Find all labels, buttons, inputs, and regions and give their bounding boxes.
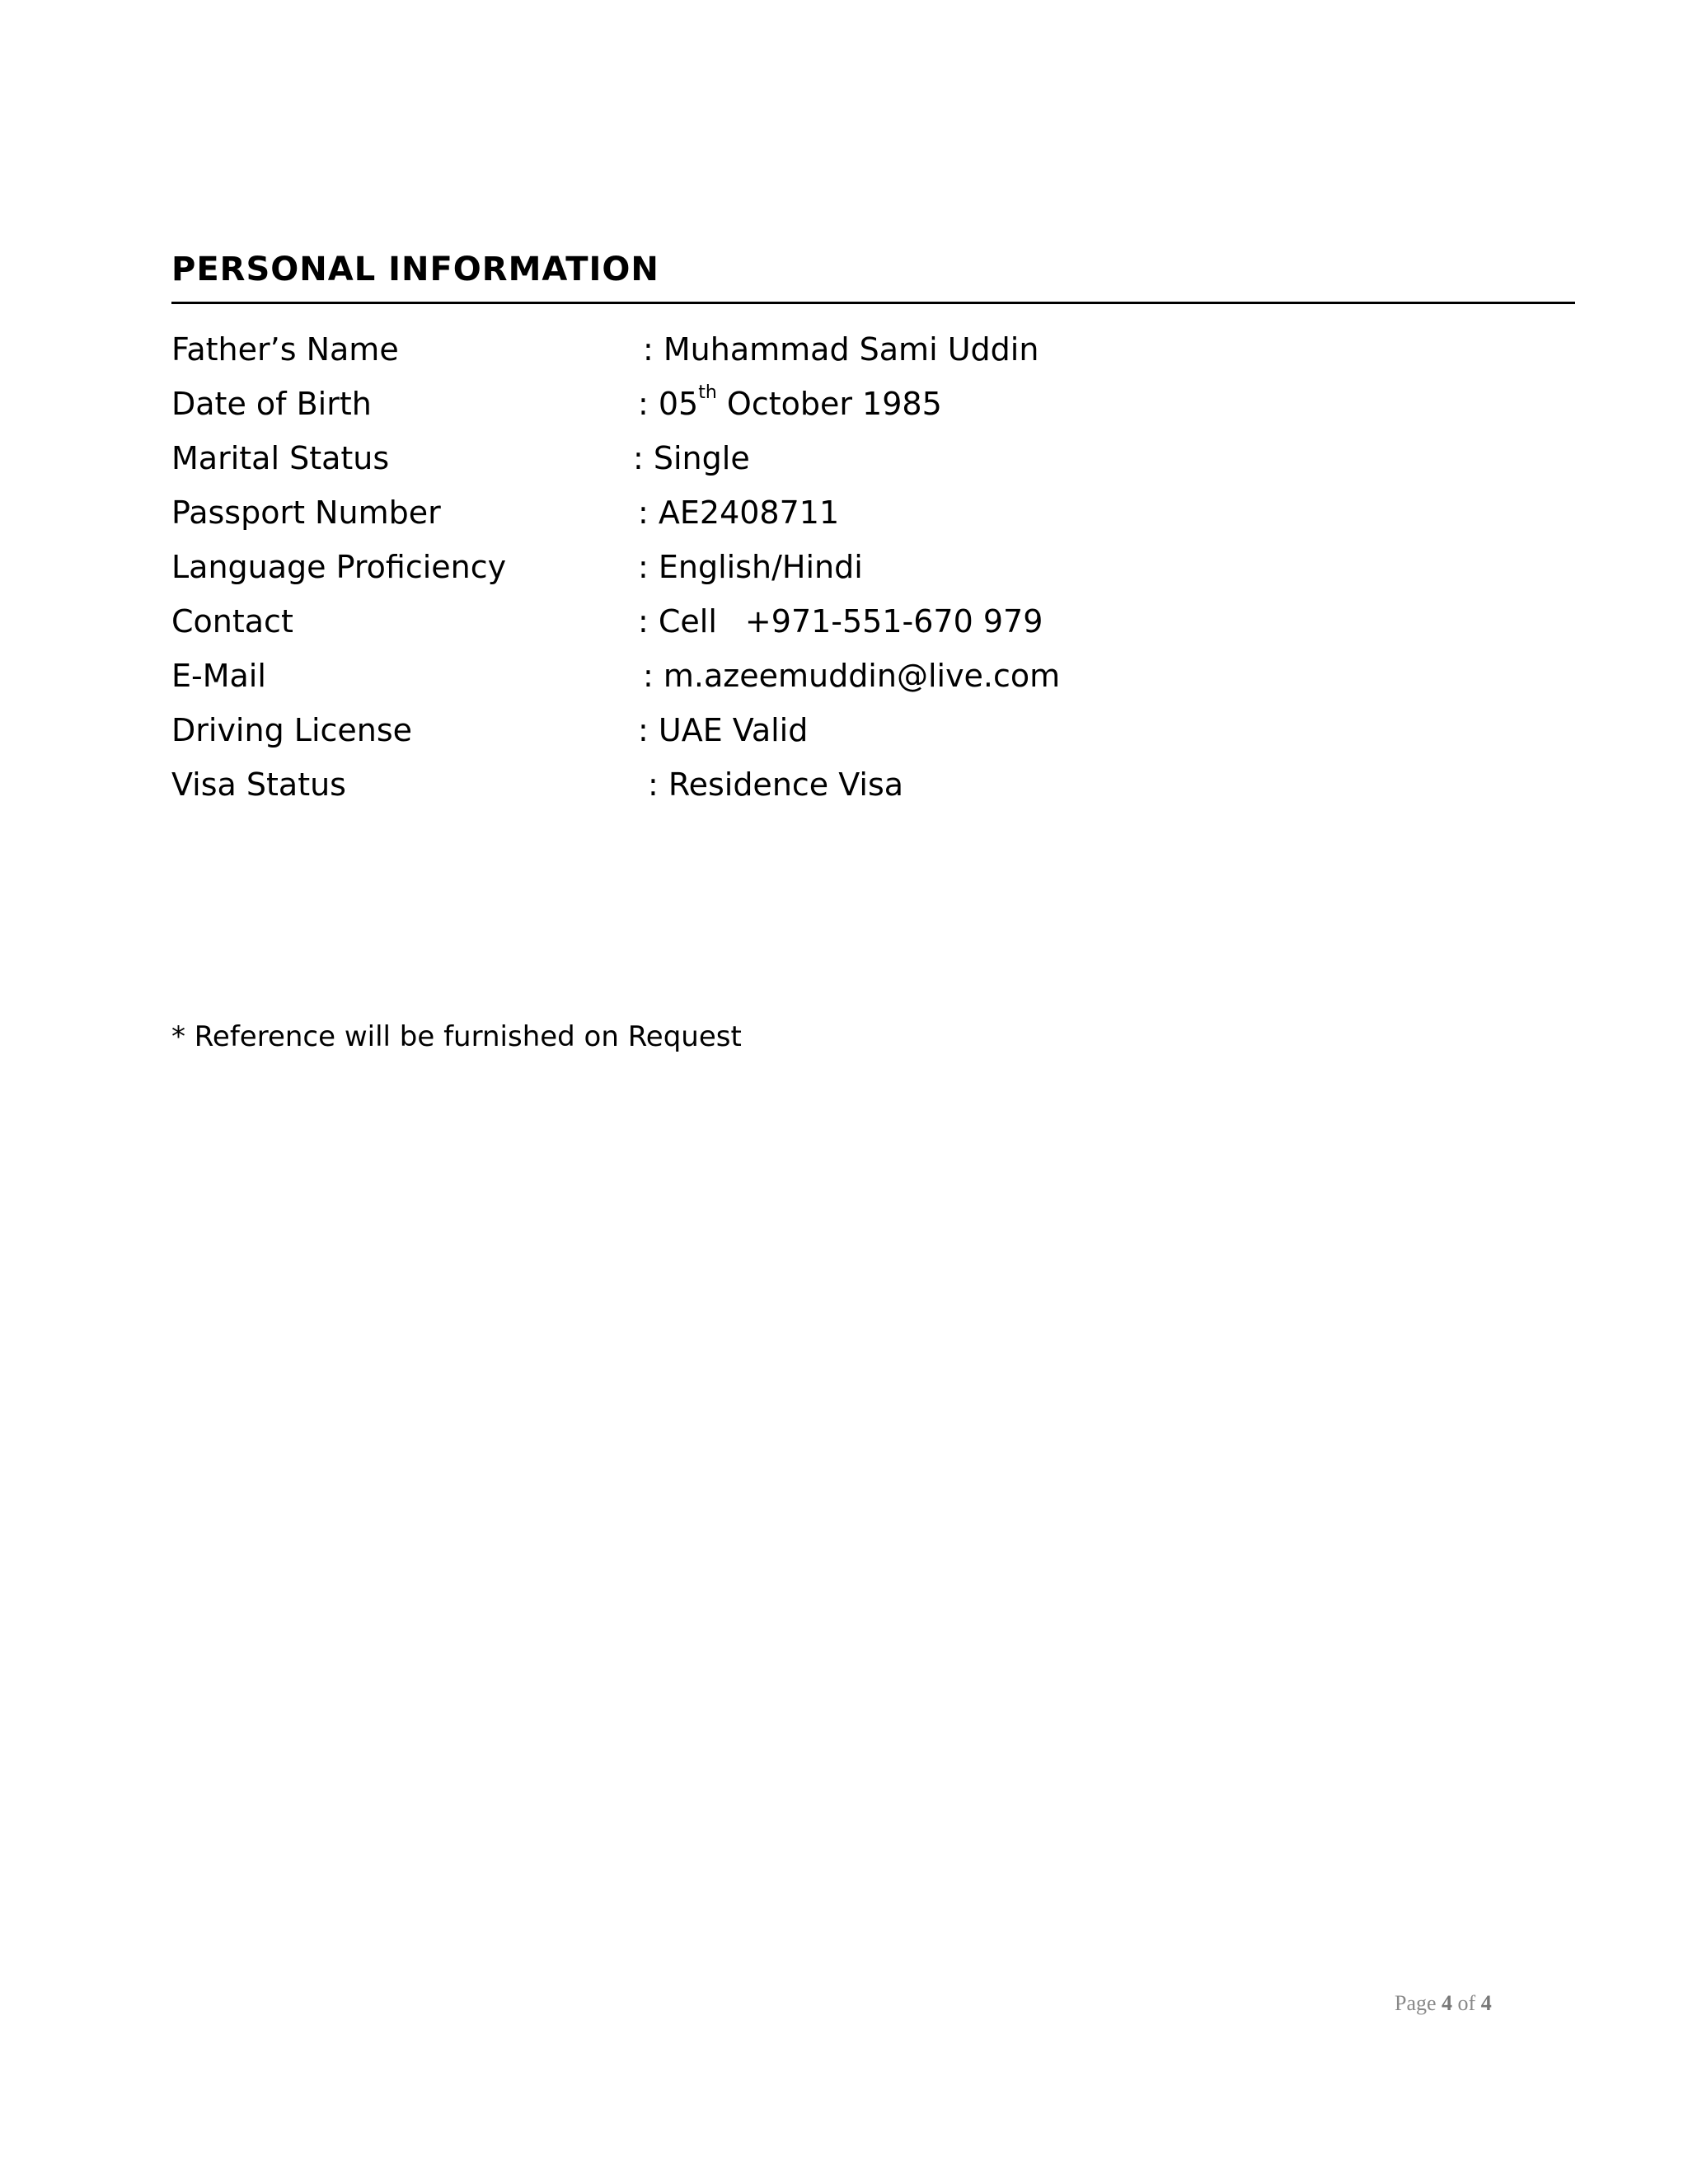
marital-label: Marital Status [171, 440, 390, 476]
section-divider [171, 302, 1575, 304]
of-word: of [1457, 1991, 1476, 2015]
contact-phone: +971-551-670 979 [744, 603, 1043, 640]
page-word: Page [1395, 1991, 1437, 2015]
page-current: 4 [1442, 1991, 1453, 2015]
dob-value-suffix: October 1985 [716, 386, 942, 422]
contact-prefix: : Cell [638, 603, 717, 640]
passport-value: : AE2408711 [638, 494, 840, 531]
page-number [1395, 1990, 1492, 2018]
dob-label: Date of Birth [171, 386, 372, 422]
dob-value-sup: th [698, 382, 717, 404]
contact-value [638, 602, 1043, 641]
dob-value-prefix: : 05 [638, 386, 699, 422]
fathers-name-label: Father’s Name [171, 331, 399, 368]
page-total: 4 [1480, 1991, 1492, 2015]
language-value: : English/Hindi [638, 549, 863, 585]
section-title: PERSONAL INFORMATION [171, 251, 659, 288]
contact-label: Contact [171, 603, 293, 640]
license-value: : UAE Valid [638, 712, 809, 748]
dob-value [638, 384, 942, 424]
email-label: E-Mail [171, 658, 266, 694]
visa-value: : Residence Visa [648, 766, 904, 803]
language-label: Language Proficiency [171, 549, 507, 585]
fathers-name-value: : Muhammad Sami Uddin [643, 331, 1039, 368]
email-value: : m.azeemuddin@live.com [643, 658, 1061, 694]
marital-value: : Single [633, 440, 750, 476]
reference-note: * Reference will be furnished on Request [171, 1020, 742, 1053]
license-label: Driving License [171, 712, 413, 748]
passport-label: Passport Number [171, 494, 441, 531]
visa-label: Visa Status [171, 766, 346, 803]
